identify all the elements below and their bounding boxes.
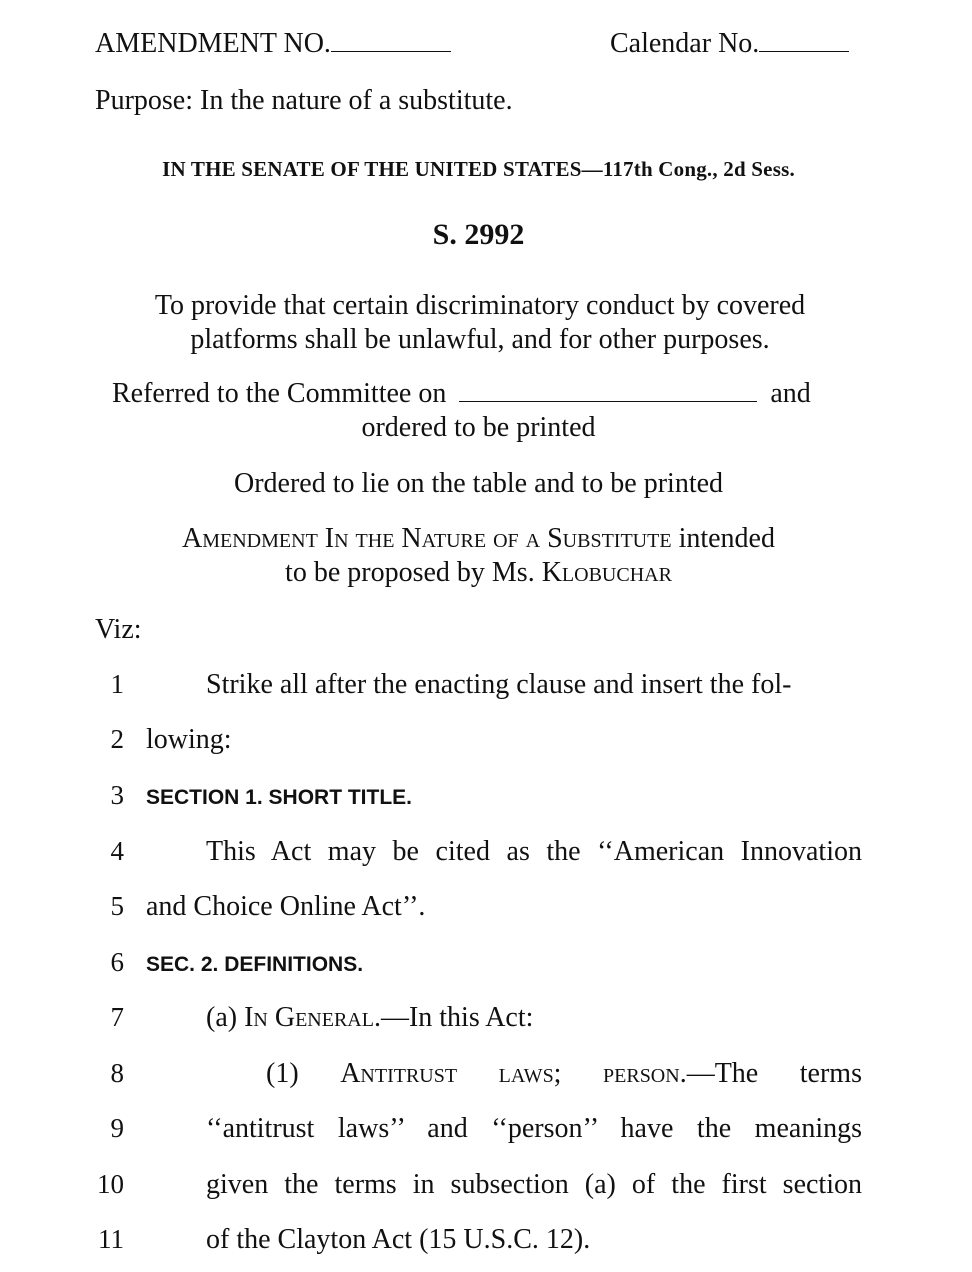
subsection-text: —In this Act:	[380, 1002, 534, 1033]
paragraph-marker: (1)	[266, 1058, 299, 1089]
calendar-number-blank	[759, 29, 849, 52]
bill-text-line	[266, 1058, 862, 1090]
paragraph-text: —The terms	[686, 1058, 862, 1089]
senate-session-line: IN THE SENATE OF THE UNITED STATES—117th Cong., 2d Sess.	[162, 157, 795, 181]
calendar-number-field	[610, 28, 849, 60]
bill-title: To provide that certain discriminatory conduct by covered platforms shall be unlawful, and for other purposes.	[154, 290, 806, 355]
viz-label: Viz:	[95, 614, 142, 645]
amendment-type: Amendment In the Nature of a Substitute	[182, 523, 672, 554]
line-number: 11	[98, 1224, 124, 1254]
bill-text-line: lowing:	[146, 724, 232, 755]
subsection-marker: (a)	[206, 1002, 238, 1033]
line-number: 7	[110, 1002, 124, 1032]
bill-text-line: and Choice Online Act’’.	[146, 891, 426, 922]
amendment-intended: intended	[678, 523, 775, 554]
ordered-line: Ordered to lie on the table and to be printed	[233, 468, 724, 499]
subsection-heading: In General.	[244, 1002, 381, 1033]
amendment-description-line-2	[95, 557, 862, 589]
line-number: 9	[110, 1113, 124, 1143]
section-heading: SEC. 2. DEFINITIONS.	[146, 953, 364, 976]
amendment-description-line-1	[95, 523, 862, 555]
calendar-number-label: Calendar No.	[610, 28, 760, 59]
bill-text-line: given the terms in subsection (a) of the first section	[206, 1169, 862, 1200]
bill-text-line: of the Clayton Act (15 U.S.C. 12).	[206, 1224, 591, 1255]
amendment-number-field	[95, 28, 451, 60]
referral-text: Referred to the Committee on	[112, 378, 447, 409]
proposed-by: to be proposed by Ms.	[285, 557, 535, 588]
line-number: 3	[110, 780, 124, 810]
paragraph-heading: Antitrust laws; person.	[340, 1058, 687, 1089]
bill-text-line: ‘‘antitrust laws’’ and ‘‘person’’ have the meanings	[206, 1113, 862, 1144]
line-number: 6	[110, 947, 124, 977]
referral-and: and	[770, 378, 811, 409]
line-number: 10	[97, 1169, 124, 1199]
bill-number: S. 2992	[432, 218, 525, 251]
referral-line	[112, 378, 811, 410]
line-number: 2	[110, 724, 124, 754]
committee-blank	[459, 379, 757, 402]
line-number: 4	[110, 836, 124, 866]
section-heading: SECTION 1. SHORT TITLE.	[146, 786, 413, 809]
line-number: 1	[110, 669, 124, 699]
amendment-number-blank	[331, 29, 451, 52]
bill-text-line: Strike all after the enacting clause and insert the fol-	[206, 669, 792, 700]
amendment-number-label: AMENDMENT NO.	[95, 28, 331, 59]
bill-text-line: This Act may be cited as the ‘‘American Innovation	[206, 836, 862, 867]
referral-line-2: ordered to be printed	[361, 412, 596, 443]
bill-text-line	[206, 1002, 533, 1034]
sponsor-name: Klobuchar	[541, 557, 672, 588]
line-number: 8	[110, 1058, 124, 1088]
purpose-line: Purpose: In the nature of a substitute.	[95, 85, 513, 116]
line-number: 5	[110, 891, 124, 921]
